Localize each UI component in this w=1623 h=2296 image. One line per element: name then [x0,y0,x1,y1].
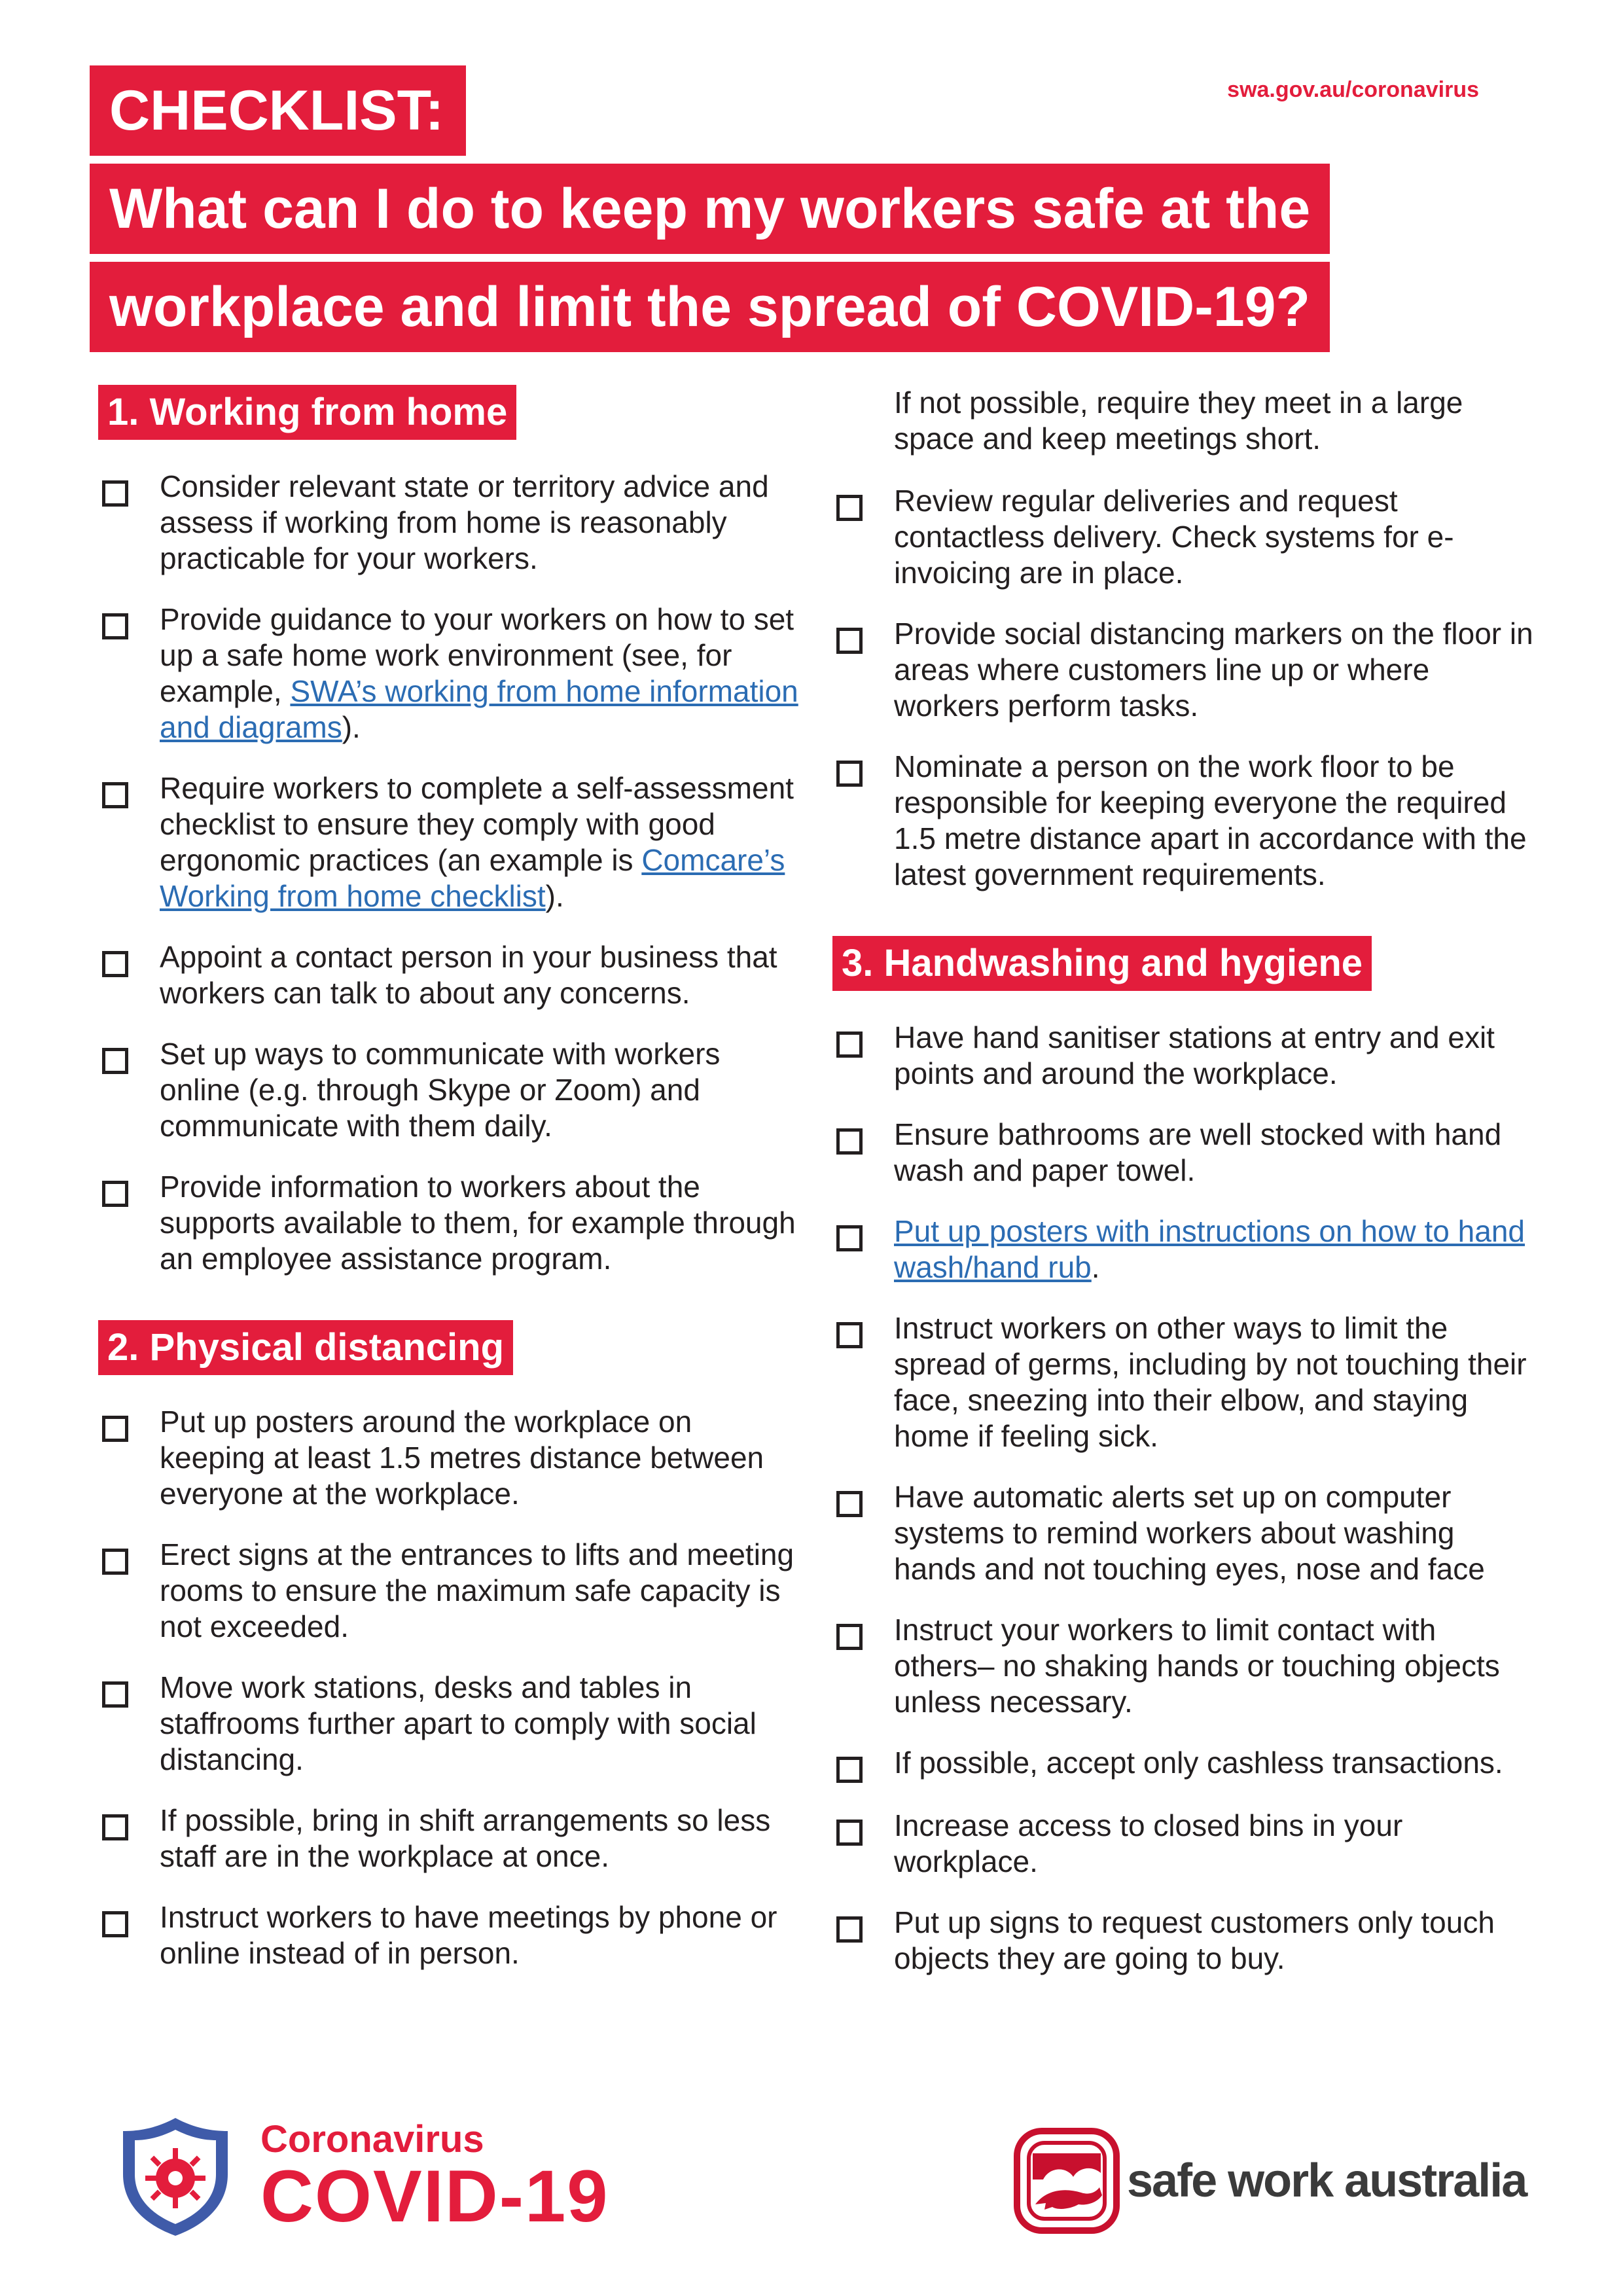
checkbox-icon[interactable] [836,1128,863,1155]
safe-work-australia-logo-icon [1013,2127,1120,2234]
checklist-item [98,1169,812,1277]
checklist-item [832,1612,1546,1720]
checkbox-icon[interactable] [836,761,863,787]
checklist-item [98,601,812,745]
left-column [98,385,812,1996]
working-from-home-list [98,469,812,1277]
checkbox-icon[interactable] [102,1048,128,1074]
item-text: Ensure bathrooms are well stocked with hand wash and paper towel. [894,1117,1502,1187]
checklist-item [98,1803,812,1874]
checkbox-icon[interactable] [836,1031,863,1058]
checkbox-icon[interactable] [102,1911,128,1937]
checkbox-icon[interactable] [836,1757,863,1783]
handwash-posters-link[interactable]: Put up posters with instructions on how to hand wash/hand rub [894,1214,1525,1284]
item-text: Put up signs to request customers only touch objects they are going to buy. [894,1905,1495,1975]
checkbox-icon[interactable] [102,480,128,507]
checkbox-icon[interactable] [102,613,128,639]
covid-shield-icon [116,2114,234,2238]
checkbox-icon[interactable] [102,782,128,808]
checklist-item [832,749,1546,893]
swa-working-from-home-link[interactable]: SWA’s working from home information and diagrams [160,674,798,744]
item-text: Provide social distancing markers on the floor in areas where customers line up or where workers perform tasks. [894,617,1533,723]
item-text: Have hand sanitiser stations at entry and exit points and around the workplace. [894,1020,1495,1090]
checkbox-icon[interactable] [836,1916,863,1943]
checkbox-icon[interactable] [102,1549,128,1575]
covid-logo [116,2114,609,2238]
checklist-item [98,1404,812,1512]
item-text: Put up posters with instructions on how to hand wash/hand rub. [894,1214,1525,1284]
item-text: Move work stations, desks and tables in staffrooms further apart to comply with social distancing. [160,1670,757,1776]
section-heading-handwashing: 3. Handwashing and hygiene [832,936,1372,991]
item-text: Instruct workers to have meetings by phone or online instead of in person. [160,1900,777,1970]
safe-work-australia-wordmark: safe work australia [1127,2155,1527,2207]
item-text: Instruct your workers to limit contact with others– no shaking hands or touching objects unless necessary. [894,1613,1500,1719]
checkbox-icon[interactable] [102,951,128,977]
site-url[interactable]: swa.gov.au/coronavirus [1227,77,1479,102]
checkbox-icon[interactable] [836,1491,863,1517]
checkbox-icon[interactable] [836,1225,863,1251]
item-text: Appoint a contact person in your business that workers can talk to about any concerns. [160,940,777,1010]
checklist-item [832,1745,1546,1783]
checklist-item [98,469,812,577]
checklist-item [832,1213,1546,1285]
item-text-continued: If not possible, require they meet in a large space and keep meetings short. [894,386,1463,456]
item-text: Erect signs at the entrances to lifts and meeting rooms to ensure the maximum safe capacity is not exceeded. [160,1537,794,1643]
item-text: Require workers to complete a self-assessment checklist to ensure they comply with good ergonomic practices (an example is Comcare’s Working from home checklist). [160,771,794,913]
checkbox-icon[interactable] [836,1624,863,1650]
title-checklist: CHECKLIST: [90,65,466,156]
item-text: Instruct workers on other ways to limit the spread of germs, including by not touching their face, sneezing into their elbow, and staying home if feeling sick. [894,1311,1527,1453]
item-text: Review regular deliveries and request contactless delivery. Check systems for e-invoicing are in place. [894,484,1454,590]
checkbox-icon[interactable] [102,1681,128,1708]
title-question-line2: workplace and limit the spread of COVID-19? [90,262,1330,352]
checklist-item [832,616,1546,724]
checklist-item [832,1808,1546,1880]
item-text: Provide guidance to your workers on how to set up a safe home work environment (see, for example, SWA’s working from home information and diagrams). [160,602,798,744]
comcare-checklist-link[interactable]: Comcare’s Working from home checklist [160,843,785,913]
checklist-item [98,1670,812,1778]
right-column [832,385,1546,2001]
checkbox-icon[interactable] [836,495,863,521]
checklist-item [98,770,812,914]
item-text: Nominate a person on the work floor to be responsible for keeping everyone the required 1.5 metre distance apart in accordance with the latest government requirements. [894,749,1527,891]
item-text: If possible, accept only cashless transactions. [894,1746,1503,1780]
item-text: If possible, bring in shift arrangements so less staff are in the workplace at once. [160,1803,771,1873]
section-heading-working-from-home: 1. Working from home [98,385,516,440]
item-text: Have automatic alerts set up on computer systems to remind workers about washing hands and not touching eyes, nose and face [894,1480,1485,1586]
title-question-line1: What can I do to keep my workers safe at the [90,164,1330,254]
covid-19-label: COVID-19 [260,2155,609,2237]
item-text: Put up posters around the workplace on keeping at least 1.5 metres distance between everyone at the workplace. [160,1405,764,1511]
item-text: Consider relevant state or territory advice and assess if working from home is reasonably practicable for your workers. [160,469,769,575]
checklist-item [832,1310,1546,1454]
checkbox-icon[interactable] [836,1820,863,1846]
checkbox-icon[interactable] [836,1322,863,1348]
section-heading-physical-distancing: 2. Physical distancing [98,1320,513,1375]
checklist-item [832,1020,1546,1092]
handwashing-list [832,1020,1546,1977]
checklist-item [98,1537,812,1645]
checkbox-icon[interactable] [836,628,863,654]
checklist-item [832,483,1546,591]
title-block [90,65,1330,360]
checklist-item [98,1899,812,1971]
item-text: Set up ways to communicate with workers online (e.g. through Skype or Zoom) and communicate with them daily. [160,1037,721,1143]
safe-work-australia-logo [1013,2127,1526,2234]
checklist-item [832,1905,1546,1977]
item-text: Increase access to closed bins in your workplace. [894,1808,1403,1878]
physical-distancing-list-continued [832,483,1546,893]
checkbox-icon[interactable] [102,1416,128,1442]
checklist-item [98,939,812,1011]
checkbox-icon[interactable] [102,1181,128,1207]
item-text: Provide information to workers about the supports available to them, for example through an employee assistance program. [160,1170,796,1276]
checklist-item [98,1036,812,1144]
checklist-item [832,1117,1546,1189]
checkbox-icon[interactable] [102,1814,128,1840]
physical-distancing-list [98,1404,812,1971]
coronavirus-label: Coronavirus [260,2118,484,2161]
checklist-item [832,1479,1546,1587]
